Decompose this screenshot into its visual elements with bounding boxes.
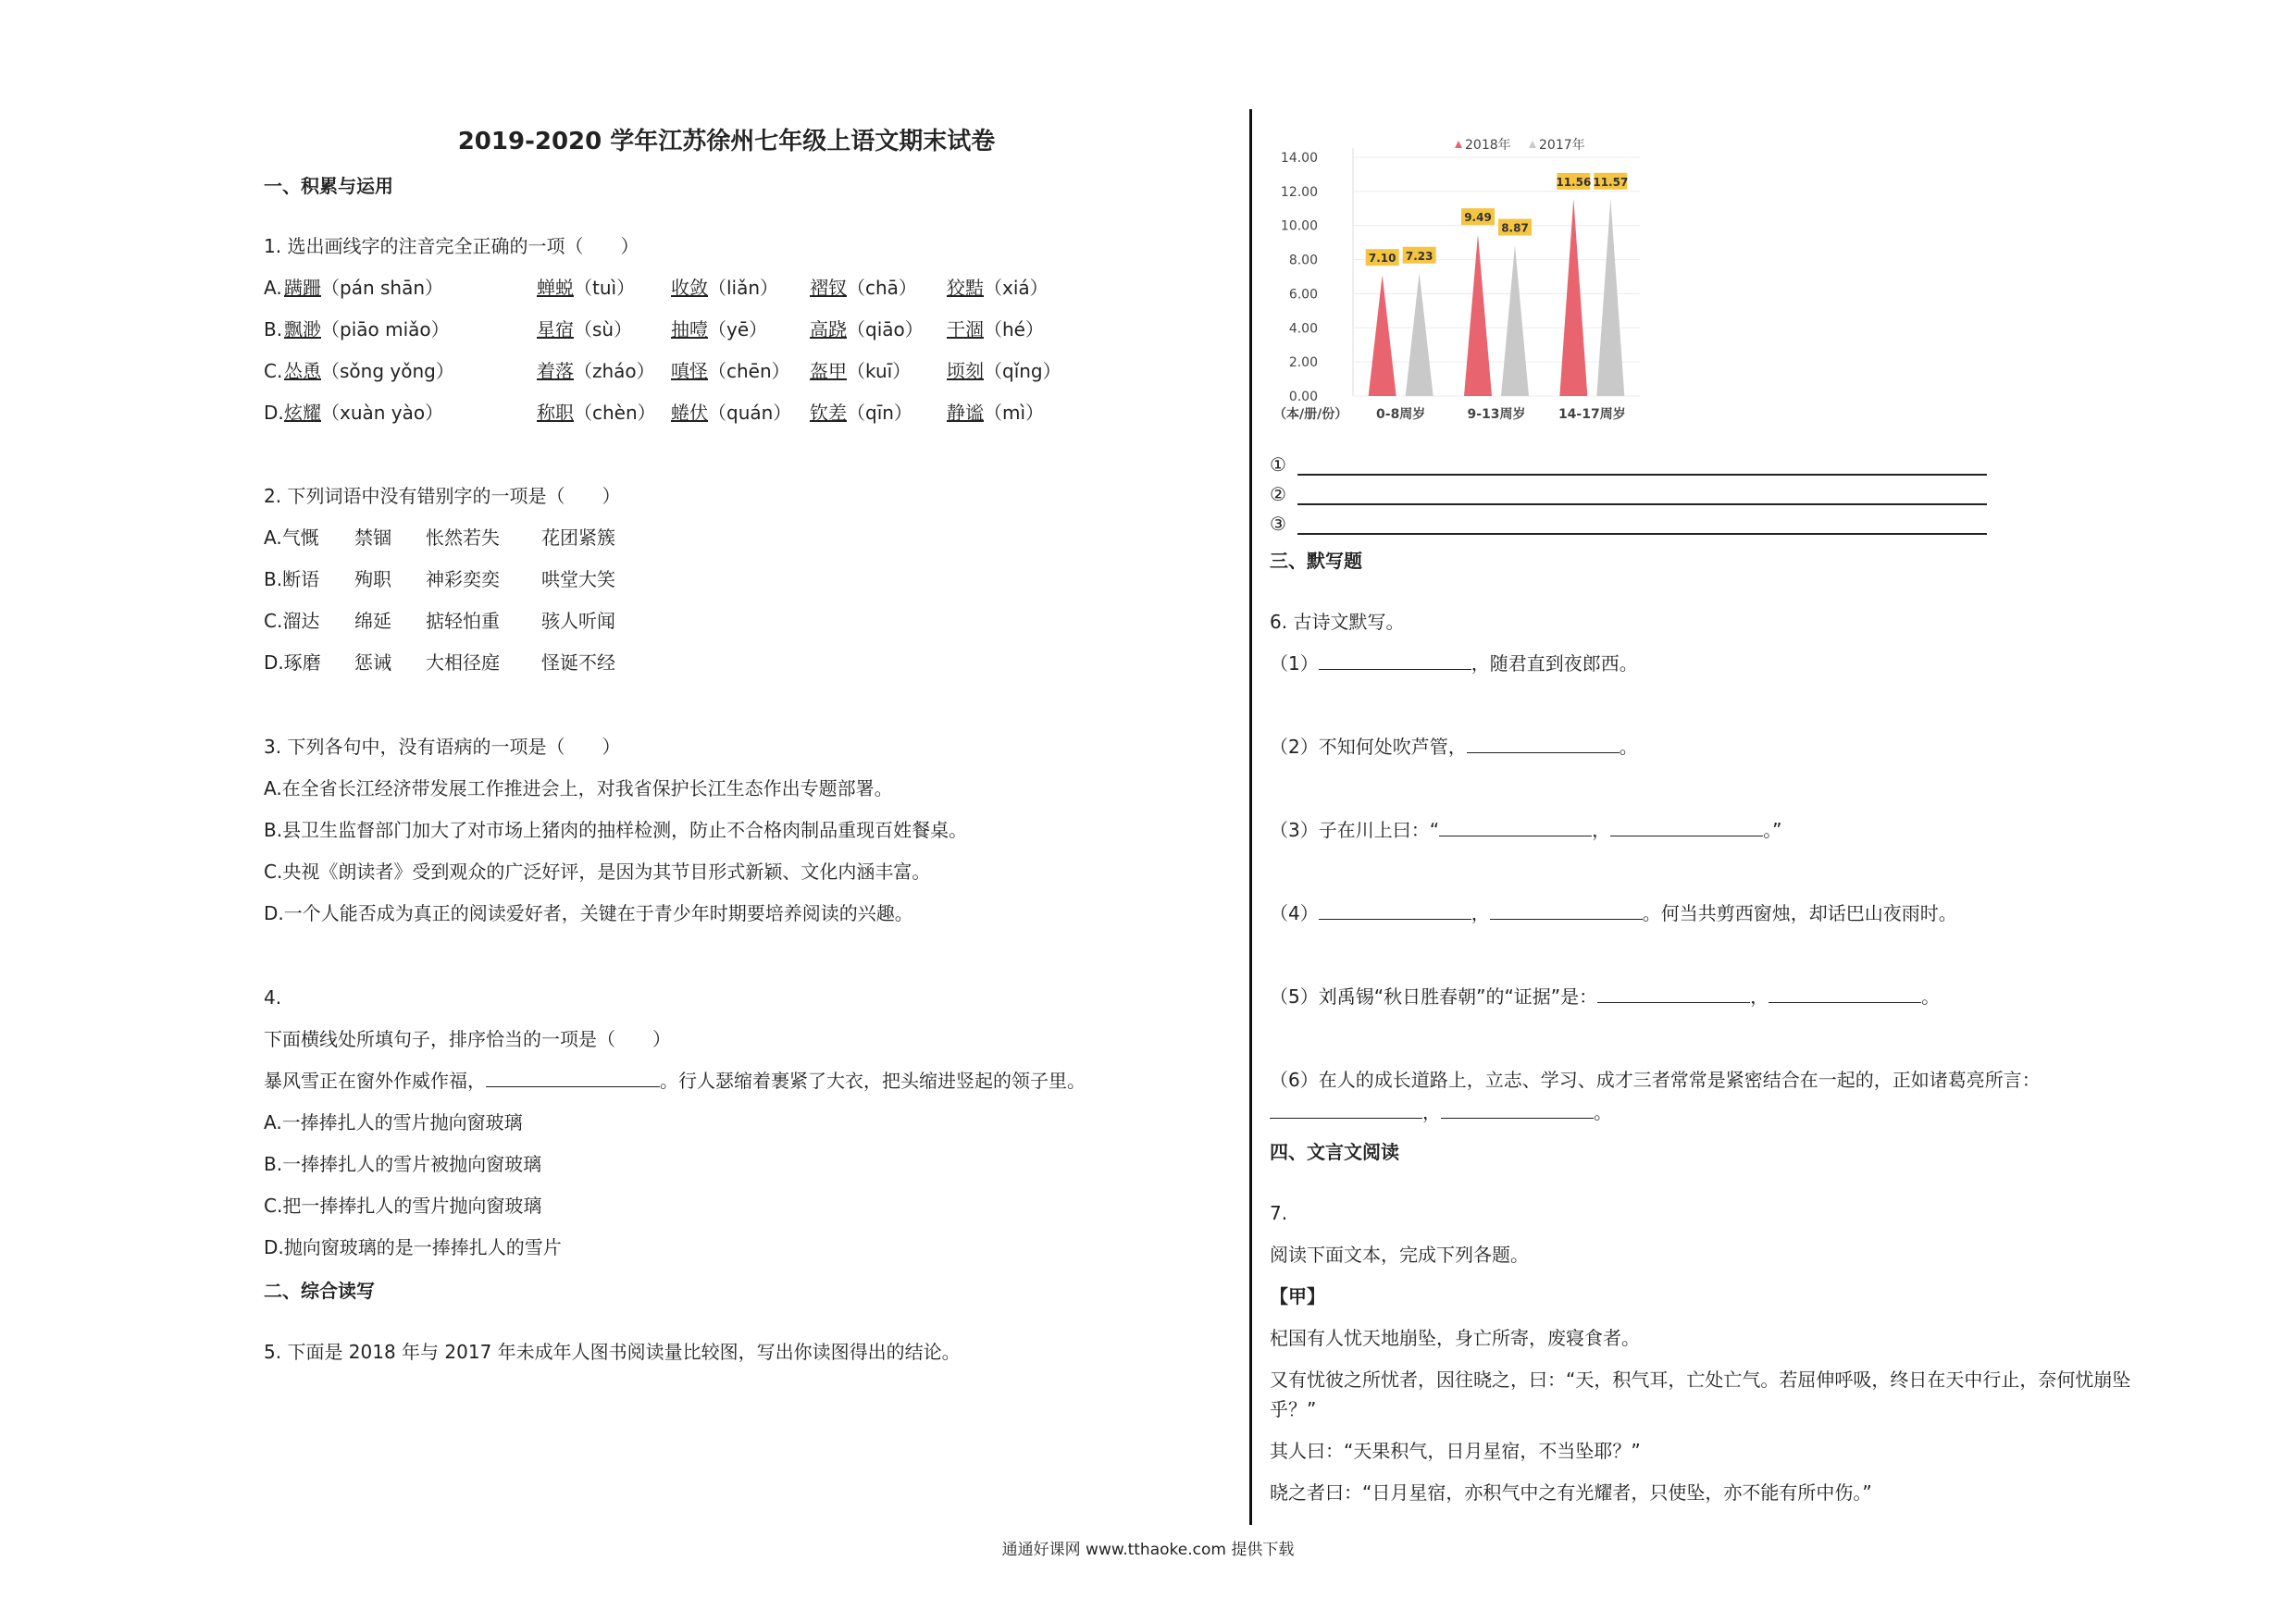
chart-data-label: 7.10 — [1368, 252, 1396, 266]
chart-category-label: 9-13周岁 — [1467, 407, 1526, 422]
option-item: 怅然若失 — [426, 527, 500, 549]
option-item: 褶钗（chā） — [810, 277, 917, 299]
option-item: 惩诫 — [354, 651, 391, 674]
chart-y-tick-label: 12.00 — [1280, 184, 1318, 200]
option-item: 神彩奕奕 — [426, 568, 500, 590]
chart-legend-label: 2018年 — [1465, 138, 1511, 153]
answer-line-rule — [1297, 533, 1987, 535]
answer-blank[interactable] — [1319, 902, 1471, 920]
column-divider — [1249, 109, 1252, 1525]
page-title: 2019-2020 学年江苏徐州七年级上语文期末试卷 — [457, 128, 996, 155]
option-item: 钦差（qīn） — [810, 402, 912, 424]
option-letter: A. — [264, 277, 282, 299]
option-item: 盔甲（kuī） — [810, 360, 912, 382]
q7-part-jia: 【甲】 — [1270, 1285, 1325, 1307]
answer-blank[interactable] — [1441, 1101, 1594, 1119]
q6-line-5-a: （5）刘禹锡“秋日胜春朝”的“证据”是： — [1270, 985, 1598, 1008]
q6-line-5 — [1270, 983, 1940, 1010]
q6-line-4-a: （4） — [1270, 902, 1319, 924]
chart-data-label: 11.57 — [1593, 175, 1629, 189]
option-item: 绵延 — [354, 610, 391, 632]
chart-legend-marker — [1529, 141, 1536, 148]
q4-number: 4. — [264, 986, 282, 1009]
answer-line[interactable] — [1270, 511, 1286, 537]
q3-option: B.县卫生监督部门加大了对市场上猪肉的抽样检测，防止不合格肉制品重现百姓餐桌。 — [264, 819, 968, 841]
q4-sentence-b: 。行人瑟缩着裹紧了大衣，把头缩进竖起的领子里。 — [660, 1070, 1086, 1092]
chart-bar — [1559, 199, 1587, 396]
q3-option: A.在全省长江经济带发展工作推进会上，对我省保护长江生态作出专题部署。 — [264, 777, 893, 799]
answer-line-rule — [1297, 503, 1987, 505]
section-heading-4: 四、文言文阅读 — [1270, 1141, 1399, 1163]
chart-category-label: 0-8周岁 — [1376, 407, 1426, 422]
q4-option: C.把一捧捧扎人的雪片抛向窗玻璃 — [264, 1195, 542, 1217]
option-item: 顷刻（qǐng） — [947, 360, 1061, 382]
q6-line-3-b: ， — [1592, 819, 1611, 841]
answer-line-number: ③ — [1270, 513, 1286, 535]
q6-line-2-b: 。 — [1619, 736, 1638, 758]
answer-blank[interactable] — [1467, 736, 1620, 753]
option-item: 哄堂大笑 — [541, 568, 615, 590]
chart-bar — [1406, 273, 1433, 396]
option-letter: C. — [264, 360, 283, 382]
chart-y-tick-label: 4.00 — [1288, 321, 1318, 337]
option-item: 收敛（liǎn） — [671, 277, 779, 299]
answer-line[interactable] — [1270, 452, 1286, 477]
q5-stem: 5. 下面是 2018 年与 2017 年未成年人图书阅读量比较图，写出你读图得出的结论。 — [264, 1341, 961, 1363]
option-item: 着落（zháo） — [537, 360, 655, 382]
q4-option: D.抛向窗玻璃的是一捧捧扎人的雪片 — [264, 1236, 562, 1258]
chart-category-label: 14-17周岁 — [1558, 407, 1626, 422]
q3-option: D.一个人能否成为真正的阅读爱好者，关键在于青少年时期要培养阅读的兴趣。 — [264, 902, 913, 924]
answer-blank[interactable] — [1610, 819, 1763, 836]
option-item: 花团紧簇 — [541, 527, 615, 549]
chart-legend-marker — [1455, 141, 1462, 148]
option-item: 狡黠（xiá） — [947, 277, 1049, 299]
option-item: 嗔怪（chēn） — [671, 360, 790, 382]
q7-paragraph-1: 杞国有人忧天地崩坠，身亡所寄，废寝食者。 — [1270, 1327, 1640, 1349]
answer-line-number: ② — [1270, 483, 1286, 505]
chart-bar — [1596, 199, 1624, 396]
answer-blank[interactable] — [1490, 902, 1643, 920]
q6-line-6-b: ， — [1422, 1101, 1441, 1123]
option-item: 干涸（hé） — [947, 318, 1044, 341]
q6-line-6: （6）在人的成长道路上，立志、学习、成才三者常常是紧密结合在一起的，正如诸葛亮所言： — [1270, 1069, 2041, 1091]
q6-line-3-c: 。” — [1763, 819, 1782, 841]
option-letter: B. — [264, 318, 283, 341]
chart-bar — [1369, 275, 1396, 396]
q7-number: 7. — [1270, 1202, 1288, 1224]
option-item: D.琢磨 — [264, 651, 321, 674]
answer-blank[interactable] — [1769, 985, 1921, 1003]
option-item: 静谧（mì） — [947, 402, 1045, 424]
chart-y-tick-label: 14.00 — [1280, 151, 1318, 166]
q6-line-6-c: 。 — [1594, 1101, 1612, 1123]
option-item: 称职（chèn） — [537, 402, 656, 424]
option-item: 抽噎（yē） — [671, 318, 768, 341]
chart-bar — [1501, 245, 1529, 396]
answer-line-number: ① — [1270, 453, 1286, 476]
option-item: 星宿（sù） — [537, 318, 633, 341]
q6-line-3 — [1270, 816, 1781, 844]
chart-y-unit-label: （本/册/份） — [1273, 407, 1348, 422]
q6-line-1 — [1270, 650, 1638, 677]
chart-y-tick-label: 6.00 — [1288, 287, 1318, 303]
option-item: 掂轻怕重 — [426, 610, 500, 632]
q6-line-1-a: （1） — [1270, 652, 1319, 675]
q6-line-2 — [1270, 733, 1638, 761]
q6-line-6-blanks — [1270, 1098, 1612, 1126]
q7-stem: 阅读下面文本，完成下列各题。 — [1270, 1244, 1529, 1266]
q7-paragraph-4: 晓之者曰：“日月星宿，亦积气中之有光耀者，只使坠，亦不能有所中伤。” — [1270, 1481, 1872, 1504]
q4-sentence — [264, 1067, 1086, 1095]
chart-y-tick-label: 10.00 — [1280, 218, 1318, 234]
chart-data-label: 7.23 — [1405, 249, 1433, 263]
answer-blank[interactable] — [1597, 985, 1750, 1003]
answer-blank[interactable] — [486, 1070, 660, 1087]
q4-stem: 下面横线处所填句子，排序恰当的一项是（ ） — [264, 1028, 671, 1050]
q6-line-5-c: 。 — [1921, 985, 1941, 1008]
option-item: 大相径庭 — [426, 651, 500, 674]
option-item: 蹒跚（pán shān） — [284, 277, 444, 299]
chart-data-label: 9.49 — [1464, 211, 1492, 225]
q2-stem: 2. 下列词语中没有错别字的一项是（ ） — [264, 485, 621, 507]
option-item: 怪诞不经 — [541, 651, 615, 674]
option-item: 骇人听闻 — [541, 610, 615, 632]
chart-y-tick-label: 8.00 — [1288, 253, 1318, 268]
chart-y-tick-label: 0.00 — [1288, 390, 1318, 404]
q6-stem: 6. 古诗文默写。 — [1270, 611, 1405, 633]
q7-paragraph-2a: 又有忧彼之所忧者，因往晓之，曰：“天，积气耳，亡处亡气。若屈伸呼吸，终日在天中行止，奈何忧崩坠 — [1270, 1369, 2131, 1391]
chart-legend-label: 2017年 — [1539, 138, 1585, 153]
answer-blank[interactable] — [1270, 1101, 1422, 1119]
answer-blank[interactable] — [1439, 819, 1592, 836]
section-heading-1: 一、积累与运用 — [264, 175, 393, 197]
option-item: 炫耀（xuàn yào） — [284, 402, 444, 424]
option-item: 怂恿（sǒng yǒng） — [284, 360, 454, 382]
chart-bar — [1464, 234, 1492, 396]
q1-stem: 1. 选出画线字的注音完全正确的一项（ ） — [264, 235, 639, 257]
section-heading-2: 二、综合读写 — [264, 1280, 375, 1302]
q6-line-4-c: 。何当共剪西窗烛，却话巴山夜雨时。 — [1642, 902, 1957, 924]
q6-line-5-b: ， — [1750, 985, 1769, 1008]
chart-y-tick-label: 2.00 — [1288, 355, 1318, 371]
q4-option: A.一捧捧扎人的雪片抛向窗玻璃 — [264, 1111, 523, 1134]
option-item: B.断语 — [264, 568, 320, 590]
chart-data-label: 11.56 — [1556, 175, 1592, 189]
q4-sentence-a: 暴风雪正在窗外作威作福， — [264, 1070, 486, 1092]
reading-chart — [1270, 130, 1658, 444]
chart-data-label: 8.87 — [1501, 221, 1529, 235]
answer-line[interactable] — [1270, 481, 1286, 507]
option-item: 蜷伏（quán） — [671, 402, 792, 424]
page-footer: 通通好课网 www.tthaoke.com 提供下载 — [1001, 1541, 1295, 1559]
option-item: C.溜达 — [264, 610, 320, 632]
q6-line-2-a: （2）不知何处吹芦管， — [1270, 736, 1467, 758]
q3-stem: 3. 下列各句中，没有语病的一项是（ ） — [264, 736, 621, 758]
option-item: 蝉蜕（tuì） — [537, 277, 636, 299]
q6-line-4-b: ， — [1471, 902, 1490, 924]
option-item: 飘渺（piāo miǎo） — [284, 318, 450, 341]
answer-blank[interactable] — [1319, 652, 1471, 670]
q3-option: C.央视《朗读者》受到观众的广泛好评，是因为其节目形式新颖、文化内涵丰富。 — [264, 861, 931, 883]
section-heading-3: 三、默写题 — [1270, 550, 1362, 572]
answer-line-rule — [1297, 474, 1987, 476]
option-item: 禁锢 — [354, 527, 391, 549]
option-item: 高跷（qiāo） — [810, 318, 924, 341]
q7-paragraph-2b: 乎？” — [1270, 1398, 1317, 1420]
q6-line-4 — [1270, 899, 1957, 927]
option-letter: D. — [264, 402, 284, 424]
option-item: 殉职 — [354, 568, 391, 590]
q6-line-1-b: ，随君直到夜郎西。 — [1471, 652, 1638, 675]
option-item: A.气慨 — [264, 527, 319, 549]
q4-option: B.一捧捧扎人的雪片被抛向窗玻璃 — [264, 1153, 542, 1175]
q6-line-3-a: （3）子在川上曰：“ — [1270, 819, 1440, 841]
q7-paragraph-3: 其人曰：“天果积气，日月星宿，不当坠耶？” — [1270, 1440, 1641, 1462]
